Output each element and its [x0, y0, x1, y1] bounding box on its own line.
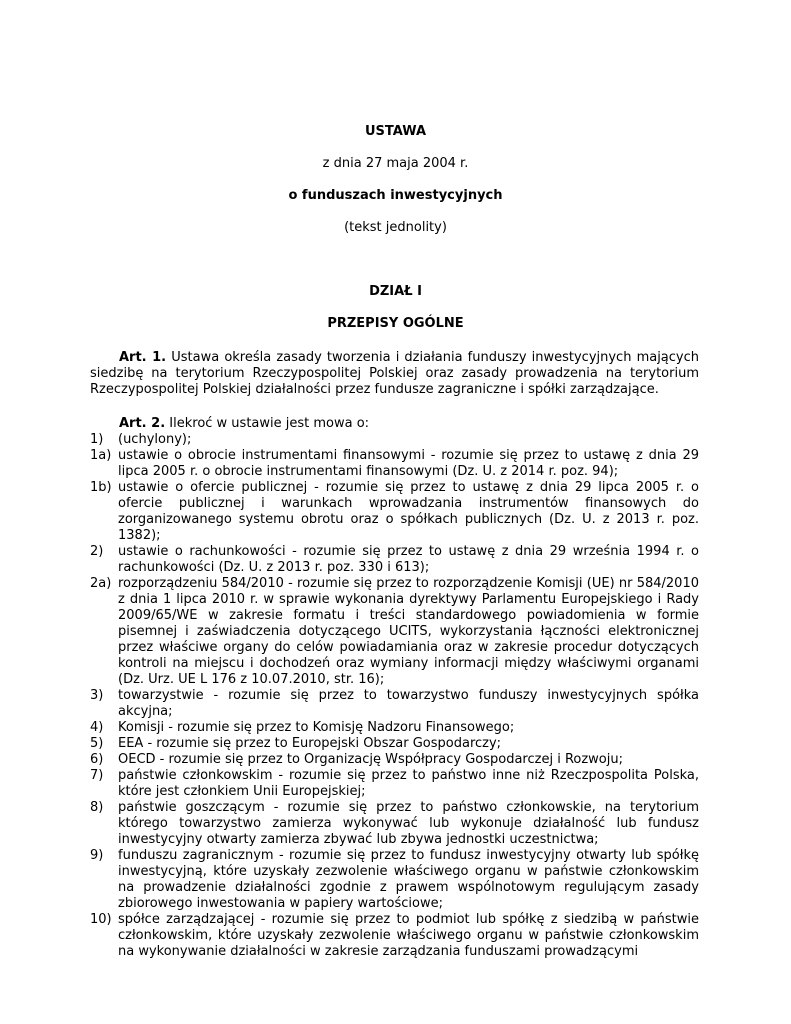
- list-item-text: rozporządzeniu 584/2010 - rozumie się przez to rozporządzenie Komisji (UE) nr 584/2010 z dnia 1 lipca 2010 r. w sprawie wykonania dyrektywy Parlamentu Europejskiego i Rady 2009/65/WE w zakresie formatu i treści standardowego powiadomienia w formie pisemnej i zaświadczenia dotyczącego UCITS, wykorzystania łączności elektronicznej przez właściwe organy do celów powiadamiania oraz w zakresie procedur dotyczących kontroli na miejscu i dochodzeń oraz wymiany informacji między właściwymi organami (Dz. Urz. UE L 176 z 10.07.2010, str. 16);: [118, 576, 699, 687]
- list-item: [90, 912, 699, 960]
- list-item-text: OECD - rozumie się przez to Organizację Współpracy Gospodarczej i Rozwoju;: [118, 752, 623, 767]
- list-item-number: 1a): [90, 448, 112, 463]
- list-item-number: 7): [90, 768, 104, 783]
- act-date: z dnia 27 maja 2004 r.: [322, 156, 469, 171]
- list-item-text: ustawie o obrocie instrumentami finansowymi - rozumie się przez to ustawę z dnia 29 lipca 2005 r. o obrocie instrumentami finansowymi (Dz. U. z 2014 r. poz. 94);: [118, 448, 699, 479]
- list-item-text: ustawie o rachunkowości - rozumie się przez to ustawę z dnia 29 września 1994 r. o rachunkowości (Dz. U. z 2013 r. poz. 330 i 613);: [118, 544, 699, 575]
- act-note: (tekst jednolity): [344, 220, 447, 235]
- list-item-text: państwie członkowskim - rozumie się przez to państwo inne niż Rzeczpospolita Polska, które jest członkiem Unii Europejskiej;: [118, 768, 699, 799]
- article-2-intro-text: Ilekroć w ustawie jest mowa o:: [169, 416, 370, 431]
- list-item-number: 6): [90, 752, 104, 767]
- list-item: [90, 688, 699, 720]
- list-item: [90, 768, 699, 800]
- list-item-number: 8): [90, 800, 104, 815]
- list-item-number: 9): [90, 848, 104, 863]
- list-item: [90, 576, 699, 688]
- list-item-number: 1b): [90, 480, 112, 495]
- list-item-number: 2a): [90, 576, 112, 591]
- list-item-text: spółce zarządzającej - rozumie się przez to podmiot lub spółkę z siedzibą w państwie członkowskim, które uzyskały zezwolenie właściwego organu w państwie członkowskim na wykonywanie działalności w zakresie zarządzania funduszami prowadzącymi: [118, 912, 699, 959]
- list-item-number: 4): [90, 720, 104, 735]
- division-heading: DZIAŁ I: [369, 284, 422, 299]
- list-item: [90, 800, 699, 848]
- list-item: [90, 848, 699, 912]
- list-item-text: towarzystwie - rozumie się przez to towarzystwo funduszy inwestycyjnych spółka akcyjna;: [118, 688, 699, 719]
- article-1-text: Ustawa określa zasady tworzenia i działania funduszy inwestycyjnych mających siedzibę na terytorium Rzeczypospolitej Polskiej oraz zasady prowadzenia na terytorium Rzeczypospolitej Polskiej działalności przez fundusze zagraniczne i spółki zarządzające.: [90, 350, 699, 397]
- list-item: [90, 752, 699, 768]
- section-heading: PRZEPISY OGÓLNE: [327, 316, 464, 331]
- list-item-text: państwie goszczącym - rozumie się przez to państwo członkowskie, na terytorium którego towarzystwo zamierza wykonywać lub wykonuje działalność lub fundusz inwestycyjny otwarty zamierza zbywać lub zbywa jednostki uczestnictwa;: [118, 800, 699, 847]
- list-item-number: 10): [90, 912, 112, 927]
- list-item: [90, 736, 699, 752]
- article-1-label: Art. 1.: [119, 350, 167, 365]
- list-item-text: funduszu zagranicznym - rozumie się przez to fundusz inwestycyjny otwarty lub spółkę inwestycyjną, które uzyskały zezwolenie właściwego organu w państwie członkowskim na prowadzenie działalności zgodnie z prawem wspólnotowym regulującym zasady zbiorowego inwestowania w papiery wartościowe;: [118, 848, 699, 911]
- list-item-text: (uchylony);: [118, 432, 192, 447]
- list-item-number: 5): [90, 736, 104, 751]
- article-2-intro: [90, 416, 699, 432]
- act-title: USTAWA: [364, 124, 427, 139]
- list-item: [90, 480, 699, 544]
- list-item-text: Komisji - rozumie się przez to Komisję Nadzoru Finansowego;: [118, 720, 515, 735]
- article-2-label: Art. 2.: [119, 416, 166, 431]
- list-item-number: 1): [90, 432, 104, 447]
- list-item: [90, 544, 699, 576]
- act-subject: o funduszach inwestycyjnych: [288, 188, 503, 203]
- list-item: [90, 448, 699, 480]
- list-item-number: 3): [90, 688, 104, 703]
- list-item-number: 2): [90, 544, 104, 559]
- list-item: [90, 720, 699, 736]
- list-item: [90, 432, 699, 448]
- article-1: [90, 350, 699, 398]
- list-item-text: EEA - rozumie się przez to Europejski Obszar Gospodarczy;: [118, 736, 502, 751]
- list-item-text: ustawie o ofercie publicznej - rozumie się przez to ustawę z dnia 29 lipca 2005 r. o ofercie publicznej i warunkach wprowadzania instrumentów finansowych do zorganizowanego systemu obrotu oraz o spółkach publicznych (Dz. U. z 2013 r. poz. 1382);: [118, 480, 699, 543]
- definitions-list: [90, 432, 699, 960]
